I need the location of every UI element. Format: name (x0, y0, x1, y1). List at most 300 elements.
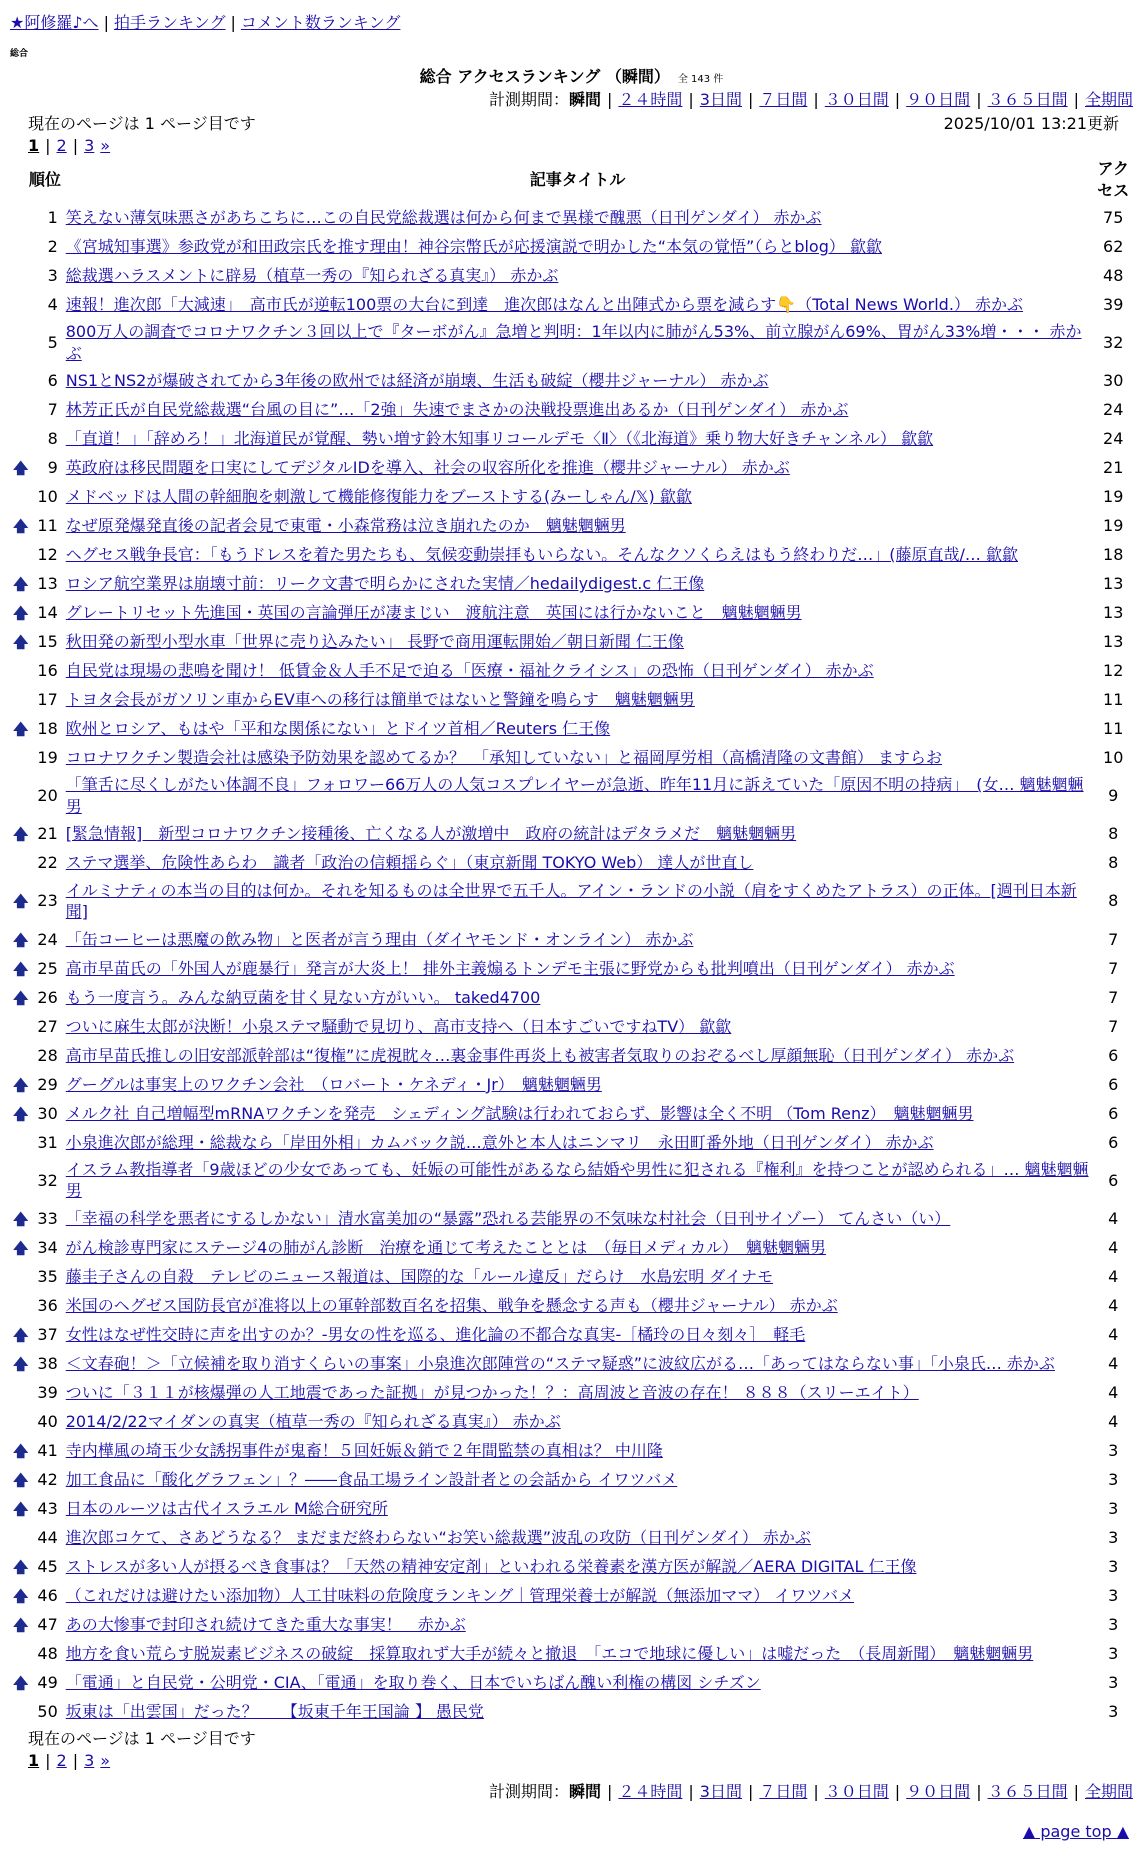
period-item[interactable]: ２４時間 (618, 90, 683, 110)
title-cell (64, 1262, 1092, 1291)
title-cell (64, 954, 1092, 983)
rank-number: 29 (37, 1074, 58, 1094)
table-row (10, 1291, 1135, 1320)
article-link[interactable]: 「筆舌に尽くしがたい体調不良」フォロワー66万人の人気コスプレイヤーが急逝、昨年11月に訴えていた「原因不明の持病」 (女… 魑魅魍魎男 (65, 775, 1084, 817)
trend-cell (10, 627, 29, 656)
period-item[interactable]: ３６５日間 (987, 90, 1068, 110)
table-row (10, 1012, 1135, 1041)
access-count: 7 (1108, 958, 1119, 978)
trend-cell (10, 261, 26, 290)
access-count: 9 (1108, 786, 1119, 806)
trend-cell (10, 366, 26, 395)
table-row (10, 1436, 1135, 1465)
top-nav: ★阿修羅♪へ | 拍手ランキング | コメント数ランキング (10, 13, 401, 32)
title-cell (64, 453, 1092, 482)
article-link[interactable]: グーグルは事実上のワクチン会社 （ロバート・ケネディ・Jr） 魑魅魍魎男 (65, 1074, 602, 1094)
access-count: 3 (1108, 1556, 1119, 1576)
period-item[interactable]: 全期間 (1084, 90, 1133, 110)
article-link[interactable]: もう一度言う。みんな納豆菌を甘く見ない方がいい。 taked4700 (65, 987, 541, 1007)
rank-number: 28 (37, 1045, 58, 1065)
page-info: 現在のページは 1 ページ目です (28, 113, 256, 133)
table-row (10, 482, 1135, 511)
article-link[interactable]: ストレスが多い人が摂るべき食事は？「天然の精神安定剤」といわれる栄養素を漢方医が解説／AERA DIGITAL 仁王像 (65, 1556, 917, 1576)
rank-number: 49 (37, 1672, 58, 1692)
article-link[interactable]: 日本のルーツは古代イスラエル M総合研究所 (65, 1498, 388, 1518)
title-cell (64, 1378, 1092, 1407)
title-cell (64, 511, 1092, 540)
trend-cell (10, 203, 26, 232)
title-cell (64, 1128, 1092, 1157)
page-info-row (10, 113, 1133, 135)
trend-cell (10, 569, 29, 598)
article-link[interactable]: ロシア航空業界は崩壊寸前：リーク文書で明らかにされた実情／hedailydigest.c 仁王像 (65, 574, 705, 594)
trend-cell (10, 1436, 29, 1465)
title-cell (64, 1233, 1092, 1262)
access-count: 39 (1103, 295, 1124, 314)
ranking-heading: 総合 アクセスランキング （瞬間） (419, 66, 670, 86)
trend-cell (10, 743, 26, 772)
up-arrow-icon: 🡅 (12, 720, 29, 739)
pager-bottom: 1 | 2 | 3 » (28, 1750, 111, 1770)
trend-cell (10, 1320, 29, 1349)
rank-number: 21 (37, 824, 58, 844)
title-cell (64, 983, 1092, 1012)
pager-link-bottom[interactable]: 3 (84, 1750, 95, 1770)
up-arrow-icon: 🡅 (12, 604, 29, 623)
article-link[interactable]: 自民党は現場の悲鳴を聞け！ 低賃金＆人手不足で迫る「医療・福祉クライシス」の恐怖（日刊ゲンダイ） 赤かぶ (65, 661, 874, 681)
title-cell (64, 1320, 1092, 1349)
trend-cell (10, 1070, 29, 1099)
table-row (10, 1465, 1135, 1494)
article-link[interactable]: 高市早苗氏の「外国人が鹿暴行」発言が大炎上！ 排外主義煽るトンデモ主張に野党からも批判噴出（日刊ゲンダイ） 赤かぶ (65, 958, 955, 978)
access-count: 3 (1108, 1585, 1119, 1605)
trend-cell (10, 1668, 29, 1697)
up-arrow-icon: 🡅 (12, 575, 29, 594)
rank-number: 13 (37, 574, 58, 594)
period-item-bottom[interactable]: ９０日間 (906, 1782, 971, 1802)
rank-number: 1 (47, 208, 58, 227)
rank-number: 20 (37, 786, 58, 806)
trend-cell (10, 1639, 26, 1668)
period-item-bottom[interactable]: ２４時間 (618, 1782, 683, 1802)
rank-number: 41 (37, 1440, 58, 1460)
trend-cell (10, 656, 26, 685)
pager-link-bottom[interactable]: 1 (28, 1750, 40, 1770)
table-row (10, 1523, 1135, 1552)
access-count: 3 (1108, 1498, 1119, 1518)
period-item[interactable]: ９０日間 (906, 90, 971, 110)
access-count: 13 (1103, 574, 1124, 594)
access-count: 19 (1103, 487, 1124, 507)
access-count: 3 (1108, 1527, 1119, 1547)
title-cell (64, 1070, 1092, 1099)
title-cell (64, 540, 1092, 569)
article-link[interactable]: 小泉進次郎が総理・総裁なら「岸田外相」カムバック説…意外と本人はニンマリ 永田町番外地（日刊ゲンダイ） 赤かぶ (65, 1132, 934, 1152)
table-row (10, 395, 1135, 424)
trend-cell (10, 232, 26, 261)
table-row (10, 1668, 1135, 1697)
period-item-bottom[interactable]: ３０日間 (824, 1782, 889, 1802)
table-row (10, 453, 1135, 482)
article-link[interactable]: 秋田発の新型小型水車「世界に売り込みたい」 長野で商用運転開始／朝日新聞 仁王像 (65, 632, 684, 652)
article-link[interactable]: 坂東は「出雲国」だった？ 【坂東千年王国論 】 愚民党 (65, 1701, 484, 1721)
trend-cell (10, 714, 29, 743)
table-row (10, 1128, 1135, 1157)
article-link[interactable]: 《宮城知事選》参政党が和田政宗氏を推す理由！神谷宗幣氏が応援演説で明かした“本気の覚悟”（らとblog） 歙歙 (65, 237, 882, 256)
table-row (10, 1581, 1135, 1610)
pager-link-bottom[interactable]: » (100, 1750, 111, 1770)
article-link[interactable]: がん検診専門家にステージ4の肺がん診断 治療を通じて考えたこととは （毎日メディカル） 魑魅魍魎男 (65, 1237, 827, 1257)
access-count: 13 (1103, 603, 1124, 623)
trend-cell (10, 954, 29, 983)
table-header (10, 156, 1135, 203)
table-row (10, 540, 1135, 569)
trend-cell (10, 772, 26, 819)
trend-cell (10, 1262, 26, 1291)
article-link[interactable]: 進次郎コケて、さあどうなる？ まだまだ終わらない“お笑い総裁選”波乱の攻防（日刊ゲンダイ） 赤かぶ (65, 1527, 811, 1547)
article-link[interactable]: 藤圭子さんの自殺 テレビのニュース報道は、国際的な「ルール違反」だらけ 水島宏明 ダイナモ (65, 1266, 774, 1286)
page-top-row (10, 1821, 1133, 1843)
trend-cell (10, 290, 26, 319)
period-item-bottom: 瞬間 (568, 1782, 601, 1802)
title-cell (64, 319, 1092, 366)
trend-cell (10, 395, 26, 424)
table-row (10, 656, 1135, 685)
up-arrow-icon: 🡅 (12, 1586, 29, 1605)
access-count: 62 (1103, 237, 1124, 256)
rank-number: 50 (37, 1701, 58, 1721)
title-cell (64, 1465, 1092, 1494)
article-link[interactable]: 地方を食い荒らす脱炭素ビジネスの破綻 採算取れず大手が続々と撤退 「エコで地球に優しい」は嘘だった （長周新聞） 魑魅魍魎男 (65, 1643, 1034, 1663)
access-count: 4 (1108, 1208, 1119, 1228)
up-arrow-icon: 🡅 (12, 1557, 29, 1576)
table-row (10, 203, 1135, 232)
access-count: 4 (1108, 1237, 1119, 1257)
up-arrow-icon: 🡅 (12, 1354, 29, 1373)
title-cell (64, 1494, 1092, 1523)
article-link[interactable]: 寺内樺風の埼玉少女誘拐事件が鬼畜！５回妊娠＆銷で２年間監禁の真相は？ 中川隆 (65, 1440, 663, 1460)
title-cell (64, 395, 1092, 424)
article-link[interactable]: 笑えない薄気味悪さがあちこちに…この自民党総裁選は何から何まで異様で醜悪（日刊ゲンダイ） 赤かぶ (65, 208, 822, 227)
access-count: 6 (1108, 1170, 1119, 1190)
article-link[interactable]: 林芳正氏が自民党総裁選“台風の目に”…「2強」失速でまさかの決戦投票進出あるか（日刊ゲンダイ） 赤かぶ (65, 400, 849, 420)
access-count: 6 (1108, 1045, 1119, 1065)
trend-cell (10, 1128, 26, 1157)
table-row (10, 849, 1135, 878)
rank-number: 37 (37, 1324, 58, 1344)
table-row (10, 1697, 1135, 1726)
trend-cell (10, 1697, 26, 1726)
rank-number: 18 (37, 719, 58, 739)
access-count: 6 (1108, 1132, 1119, 1152)
access-count: 21 (1103, 458, 1124, 478)
table-row (10, 424, 1135, 453)
rank-number: 30 (37, 1103, 58, 1123)
table-row (10, 1041, 1135, 1070)
article-link[interactable]: 総裁選ハラスメントに辟易（植草一秀の『知られざる真実』） 赤かぶ (65, 266, 559, 285)
access-count: 24 (1103, 429, 1124, 449)
rank-number: 11 (37, 516, 58, 536)
period-item-bottom[interactable]: ３６５日間 (987, 1782, 1068, 1802)
table-row (10, 1204, 1135, 1233)
up-arrow-icon: 🡅 (12, 1673, 29, 1692)
article-link[interactable]: トヨタ会長がガソリン車からEV車への移行は簡単ではないと警鐘を鳴らす 魑魅魍魎男 (65, 690, 695, 710)
rank-number: 47 (37, 1614, 58, 1634)
rank-number: 24 (37, 929, 58, 949)
rank-number: 31 (37, 1132, 58, 1152)
clap-ranking-link[interactable]: 拍手ランキング (113, 13, 226, 32)
up-arrow-icon: 🡅 (12, 633, 29, 652)
trend-cell (10, 482, 26, 511)
article-link[interactable]: NS1とNS2が爆破されてから3年後の欧州では経済が崩壊、生活も破綻（櫻井ジャーナル） 赤かぶ (65, 371, 769, 391)
title-cell (64, 656, 1092, 685)
up-arrow-icon: 🡅 (12, 1209, 29, 1228)
trend-cell (10, 511, 29, 540)
up-arrow-icon: 🡅 (12, 1238, 29, 1257)
title-cell (64, 1552, 1092, 1581)
access-count: 3 (1108, 1469, 1119, 1489)
table-row (10, 569, 1135, 598)
access-count: 32 (1103, 333, 1124, 353)
title-cell (64, 878, 1092, 925)
rank-number: 40 (37, 1411, 58, 1431)
table-row (10, 1552, 1135, 1581)
rank-number: 34 (37, 1237, 58, 1257)
title-cell (64, 1436, 1092, 1465)
article-link[interactable]: 米国のヘグゼス国防長官が准将以上の軍幹部数百名を招集、戦争を懸念する声も（櫻井ジャーナル） 赤かぶ (65, 1295, 838, 1315)
table-row (10, 1407, 1135, 1436)
title-cell (64, 424, 1092, 453)
pager-link[interactable]: 3 (84, 135, 95, 155)
trend-cell (10, 1204, 29, 1233)
access-count: 8 (1108, 891, 1119, 911)
up-arrow-icon: 🡅 (12, 1499, 29, 1518)
access-count: 7 (1108, 1016, 1119, 1036)
period-item[interactable]: ３０日間 (824, 90, 889, 110)
period-selector: 計測期間：瞬間 | ２４時間 | 3日間 | ７日間 | ３０日間 | ９０日間 | ３６５日間 | 全期間 (488, 90, 1133, 110)
rank-number: 35 (37, 1266, 58, 1286)
access-count: 3 (1108, 1614, 1119, 1634)
pager-link[interactable]: 2 (56, 135, 67, 155)
rank-number: 42 (37, 1469, 58, 1489)
access-count: 3 (1108, 1643, 1119, 1663)
title-cell (64, 598, 1092, 627)
access-count: 30 (1103, 371, 1124, 391)
article-link[interactable]: 加工食品に「酸化グラフェン」？――食品工場ライン設計者との会話から イワツバメ (65, 1469, 678, 1489)
article-link[interactable]: [緊急情報] 新型コロナワクチン接種後、亡くなる人が激増中 政府の統計はデタラメだ 魑魅魍魎男 (65, 824, 797, 844)
rank-number: 17 (37, 690, 58, 710)
article-link[interactable]: イルミナティの本当の目的は何か。それを知るものは全世界で五千人。アイン・ランドの小説（肩をすくめたアトラス）の正体。[週刊日本新聞] (65, 880, 1077, 922)
up-arrow-icon: 🡅 (12, 959, 29, 978)
rank-number: 2 (47, 237, 58, 256)
access-count: 24 (1103, 400, 1124, 420)
trend-cell (10, 1157, 26, 1204)
article-link[interactable]: 女性はなぜ性交時に声を出すのか？-男女の性を巡る、進化論の不都合な真実-［橘玲の日々刻々］ 軽毛 (65, 1324, 806, 1344)
access-count: 7 (1108, 929, 1119, 949)
access-count: 11 (1103, 690, 1124, 710)
period-selector-bottom: 計測期間：瞬間 | ２４時間 | 3日間 | ７日間 | ３０日間 | ９０日間 | ３６５日間 | 全期間 (488, 1782, 1133, 1802)
pager-link[interactable]: 1 (28, 135, 40, 155)
up-arrow-icon: 🡅 (12, 517, 29, 536)
article-link[interactable]: 「電通」と自民党・公明党・CIA、「電通」を取り巻く、日本でいちばん醜い利権の構図 シチズン (65, 1672, 761, 1692)
period-item-bottom[interactable]: ７日間 (759, 1782, 808, 1802)
access-count: 4 (1108, 1411, 1119, 1431)
pager-link[interactable]: » (100, 135, 111, 155)
title-cell (64, 203, 1092, 232)
rank-number: 27 (37, 1016, 58, 1036)
article-link[interactable]: イスラム教指導者「9歳ほどの少女であっても、妊娠の可能性があるなら結婚や男性に犯される『権利』を持つことが認められる」… 魑魅魍魎男 (65, 1159, 1089, 1201)
access-count: 13 (1103, 632, 1124, 652)
table-row (10, 627, 1135, 656)
up-arrow-icon: 🡅 (12, 459, 29, 478)
trend-cell (10, 1523, 26, 1552)
rank-number: 38 (37, 1353, 58, 1373)
rank-number: 46 (37, 1585, 58, 1605)
up-arrow-icon: 🡅 (12, 1441, 29, 1460)
category-label: 総合 (10, 48, 29, 59)
article-link[interactable]: 800万人の調査でコロナワクチン３回以上で『ターボがん』急増と判明：1年以内に肺がん53%、前立腺がん69%、胃がん33%増・・・ 赤かぶ (65, 322, 1082, 363)
table-row (10, 366, 1135, 395)
table-row (10, 1320, 1135, 1349)
table-row (10, 685, 1135, 714)
article-link[interactable]: コロナワクチン製造会社は感染予防効果を認めてるか？ 「承知していない」と福岡厚労相（高橋清隆の文書館） ますらお (65, 748, 943, 768)
title-cell (64, 232, 1092, 261)
page-top-link[interactable]: ▲ page top ▲ (1022, 1821, 1129, 1841)
rank-number: 7 (47, 400, 58, 420)
trend-cell (10, 1378, 26, 1407)
article-link[interactable]: ヘグセス戦争長官：「もうドレスを着た男たちも、気候変動崇拝もいらない。そんなクソくらえはもう終わりだ…」(藤原直哉/… 歙歙 (65, 545, 1018, 565)
rank-number: 16 (37, 661, 58, 681)
rank-number: 26 (37, 987, 58, 1007)
table-row (10, 290, 1135, 319)
article-link[interactable]: 「幸福の科学を悪者にするしかない」清水富美加の“暴露”恐れる芸能界の不気味な村社会（日刊サイゾー） てんさい（い） (65, 1208, 951, 1228)
access-count: 6 (1108, 1074, 1119, 1094)
rank-number: 43 (37, 1498, 58, 1518)
title-cell (64, 290, 1092, 319)
trend-cell (10, 1494, 29, 1523)
rank-number: 25 (37, 958, 58, 978)
trend-cell (10, 925, 29, 954)
title-cell (64, 1041, 1092, 1070)
access-count: 6 (1108, 1103, 1119, 1123)
article-link[interactable]: 「缶コーヒーは悪魔の飲み物」と医者が言う理由（ダイヤモンド・オンライン） 赤かぶ (65, 929, 694, 949)
marker-header (10, 156, 26, 203)
trend-cell (10, 1552, 29, 1581)
article-link[interactable]: ＜文春砲！＞「立候補を取り消すくらいの事案」小泉進次郎陣営の“ステマ疑惑”に波紋広がる…「あってはならない事」「小泉氏… 赤かぶ (65, 1353, 1055, 1373)
table-row (10, 1262, 1135, 1291)
rank-number: 14 (37, 603, 58, 623)
pager-link-bottom[interactable]: 2 (56, 1750, 67, 1770)
trend-cell (10, 424, 26, 453)
access-count: 3 (1108, 1701, 1119, 1721)
rank-number: 33 (37, 1208, 58, 1228)
table-row (10, 511, 1135, 540)
table-row (10, 772, 1135, 819)
period-item-bottom[interactable]: 3日間 (699, 1782, 742, 1802)
period-item: 瞬間 (568, 90, 601, 110)
rank-number: 12 (37, 545, 58, 565)
rank-number: 4 (47, 295, 58, 314)
article-link[interactable]: 高市早苗氏推しの旧安部派幹部は“復権”に虎視眈々…裏金事件再炎上も被害者気取りのおぞるべし厚顔無恥（日刊ゲンダイ） 赤かぶ (65, 1045, 1015, 1065)
trend-cell (10, 540, 26, 569)
rank-number: 15 (37, 632, 58, 652)
access-count: 4 (1108, 1266, 1119, 1286)
trend-cell (10, 453, 29, 482)
home-link[interactable]: ★阿修羅♪へ (10, 13, 99, 32)
access-count: 10 (1103, 748, 1124, 768)
title-cell (64, 1407, 1092, 1436)
title-cell (64, 627, 1092, 656)
trend-cell (10, 1349, 29, 1378)
table-row (10, 319, 1135, 366)
comment-ranking-link[interactable]: コメント数ランキング (240, 13, 401, 32)
trend-cell (10, 1291, 26, 1320)
period-item[interactable]: 3日間 (699, 90, 742, 110)
trend-cell (10, 1581, 29, 1610)
article-link[interactable]: 欧州とロシア、もはや「平和な関係にない」とドイツ首相／Reuters 仁王像 (65, 719, 611, 739)
access-header: アクセス (1097, 159, 1130, 200)
up-arrow-icon: 🡅 (12, 1075, 29, 1094)
article-link[interactable]: なぜ原発爆発直後の記者会見で東電・小森常務は泣き崩れたのか 魑魅魍魎男 (65, 516, 626, 536)
up-arrow-icon: 🡅 (12, 930, 29, 949)
article-link[interactable]: グレートリセット先進国・英国の言論弾圧が凄まじい 渡航注意 英国には行かないこと 魑魅魍魎男 (65, 603, 802, 623)
table-row (10, 983, 1135, 1012)
article-link[interactable]: ついに麻生太郎が決断！小泉ステマ騒動で見切り、高市支持へ（日本すごいですねTV） 歙歙 (65, 1016, 732, 1036)
rank-number: 3 (47, 266, 58, 285)
up-arrow-icon: 🡅 (12, 1104, 29, 1123)
title-cell (64, 569, 1092, 598)
article-link[interactable]: メルク社 自己増幅型mRNAワクチンを発売 シェディング試験は行われておらず、影響は全く不明 （Tom Renz） 魑魅魍魎男 (65, 1103, 974, 1123)
title-cell (64, 1523, 1092, 1552)
article-link[interactable]: ついに「３１１が核爆弾の人工地震であった証拠」が見つかった！？：高周波と音波の存在！ ８８８（スリーエイト） (65, 1382, 919, 1402)
title-cell (64, 772, 1092, 819)
rank-number: 39 (37, 1382, 58, 1402)
table-row (10, 1639, 1135, 1668)
article-link[interactable]: あの大惨事で封印され続けてきた重大な事実！ 赤かぶ (65, 1614, 466, 1634)
article-link[interactable]: （これだけは避けたい添加物）人工甘味料の危険度ランキング｜管理栄養士が解説（無添加ママ） イワツバメ (65, 1585, 855, 1605)
article-link[interactable]: メドベッドは人間の幹細胞を刺激して機能修復能力をブーストする(みーしゃん/𝕏) 歙歙 (65, 487, 692, 507)
table-row (10, 743, 1135, 772)
table-row (10, 820, 1135, 849)
title-cell (64, 1610, 1092, 1639)
title-cell (64, 820, 1092, 849)
total-count: 全 143 件 (677, 73, 724, 85)
table-row (10, 232, 1135, 261)
article-link[interactable]: ステマ選挙、危険性あらわ 識者「政治の信頼揺らぐ」（東京新聞 TOKYO Web） 達人が世直し (65, 853, 754, 873)
trend-cell (10, 1233, 29, 1262)
title-cell (64, 1157, 1092, 1204)
period-item[interactable]: ７日間 (759, 90, 808, 110)
table-row (10, 1099, 1135, 1128)
table-row (10, 598, 1135, 627)
table-row (10, 925, 1135, 954)
access-count: 8 (1108, 853, 1119, 873)
title-cell (64, 1639, 1092, 1668)
trend-cell (10, 598, 29, 627)
article-link[interactable]: 速報！進次郎「大減速」 高市氏が逆転100票の大台に到達 進次郎はなんと出陣式から票を減らす👇（Total News World.） 赤かぶ (65, 295, 1024, 314)
pager: 1 | 2 | 3 » (28, 135, 111, 155)
trend-cell (10, 1610, 29, 1639)
article-link[interactable]: 英政府は移民問題を口実にしてデジタルIDを導入、社会の収容所化を推進（櫻井ジャーナル） 赤かぶ (65, 458, 790, 478)
period-item-bottom[interactable]: 全期間 (1084, 1782, 1133, 1802)
table-row (10, 1378, 1135, 1407)
up-arrow-icon: 🡅 (12, 825, 29, 844)
article-link[interactable]: 「直道！」「辞めろ！」北海道民が覚醒、勢い増す鈴木知事リコールデモ〈Ⅱ〉（《北海道》乗り物大好きチャンネル） 歙歙 (65, 429, 934, 449)
article-link[interactable]: 2014/2/22マイダンの真実（植草一秀の『知られざる真実』） 赤かぶ (65, 1411, 561, 1431)
table-row (10, 1349, 1135, 1378)
trend-cell (10, 685, 26, 714)
up-arrow-icon: 🡅 (12, 988, 29, 1007)
